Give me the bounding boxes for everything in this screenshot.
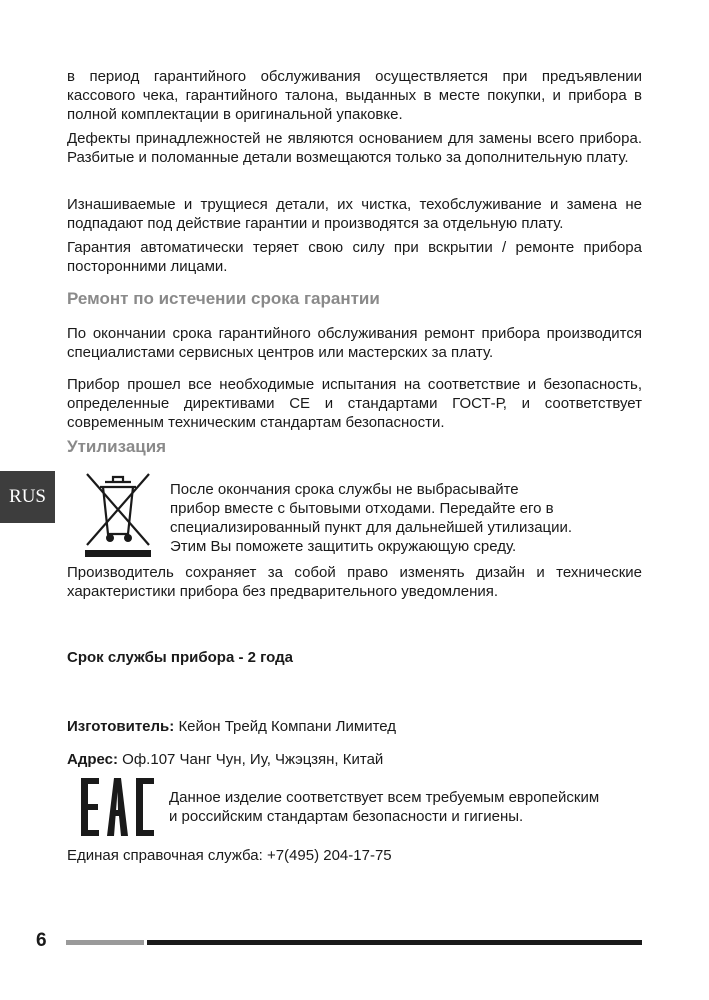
eac-statement: [169, 788, 649, 826]
manufacturer-line: [67, 717, 642, 736]
eac-line: и российским стандартам безопасности и гигиены.: [169, 808, 524, 825]
manufacturer-label: Изготовитель:: [67, 718, 175, 735]
disposal-text: [170, 480, 640, 556]
warranty-void-paragraph: Гарантия автоматически теряет свою силу при вскрытии / ремонте прибора посторонними лицами.: [67, 239, 642, 275]
service-life: Срок службы прибора - 2 года: [67, 649, 294, 666]
disposal-line: специализированный пункт для дальнейшей утилизации.: [170, 519, 573, 536]
page-number: 6: [36, 930, 47, 951]
disposal-line: После окончания срока службы не выбрасывайте: [170, 481, 519, 498]
address-value: Оф.107 Чанг Чун, Иу, Чжэцзян, Китай: [122, 751, 384, 768]
helpline: Единая справочная служба: +7(495) 204-17-75: [67, 847, 392, 864]
repair-paragraph: По окончании срока гарантийного обслуживания ремонт прибора производится специалистами сервисных центров или мастерских за плату.: [67, 325, 642, 361]
eac-line: Данное изделие соответствует всем требуемым европейским: [169, 789, 600, 806]
disposal-line: Этим Вы поможете защитить окружающую среду.: [170, 538, 517, 555]
repair-heading: Ремонт по истечении срока гарантии: [67, 289, 380, 308]
footer-rule-black: [147, 940, 642, 945]
crossed-bin-icon: [83, 468, 153, 560]
certification-paragraph: Прибор прошел все необходимые испытания на соответствие и безопасность, определенные директивами СЕ и стандартами ГОСТ-Р, и соответствует современным техническим стандартам безопасности.: [67, 376, 642, 431]
footer-rule-grey: [66, 940, 144, 945]
eac-logo: [81, 778, 155, 836]
language-tab: RUS: [0, 471, 55, 523]
disposal-line: прибор вместе с бытовыми отходами. Передайте его в: [170, 500, 554, 517]
accessory-defects-paragraph: Дефекты принадлежностей не являются основанием для замены всего прибора. Разбитые и поломанные детали возмещаются только за дополнительную плату.: [67, 130, 642, 166]
manufacturer-value: Кейон Трейд Компани Лимитед: [178, 718, 397, 735]
address-line: [67, 750, 642, 769]
manufacturer-note-paragraph: Производитель сохраняет за собой право изменять дизайн и технические характеристики прибора без предварительного уведомления.: [67, 564, 642, 600]
address-label: Адрес:: [67, 751, 118, 768]
wear-parts-paragraph: Изнашиваемые и трущиеся детали, их чистка, техобслуживание и замена не подпадают под действие гарантии и производятся за отдельную плату.: [67, 196, 642, 232]
warranty-conditions-paragraph: в период гарантийного обслуживания осуществляется при предъявлении кассового чека, гарантийного талона, выданных в месте покупки, и прибора в полной комплектации в оригинальной упаковке.: [67, 68, 642, 123]
disposal-heading: Утилизация: [67, 437, 167, 456]
